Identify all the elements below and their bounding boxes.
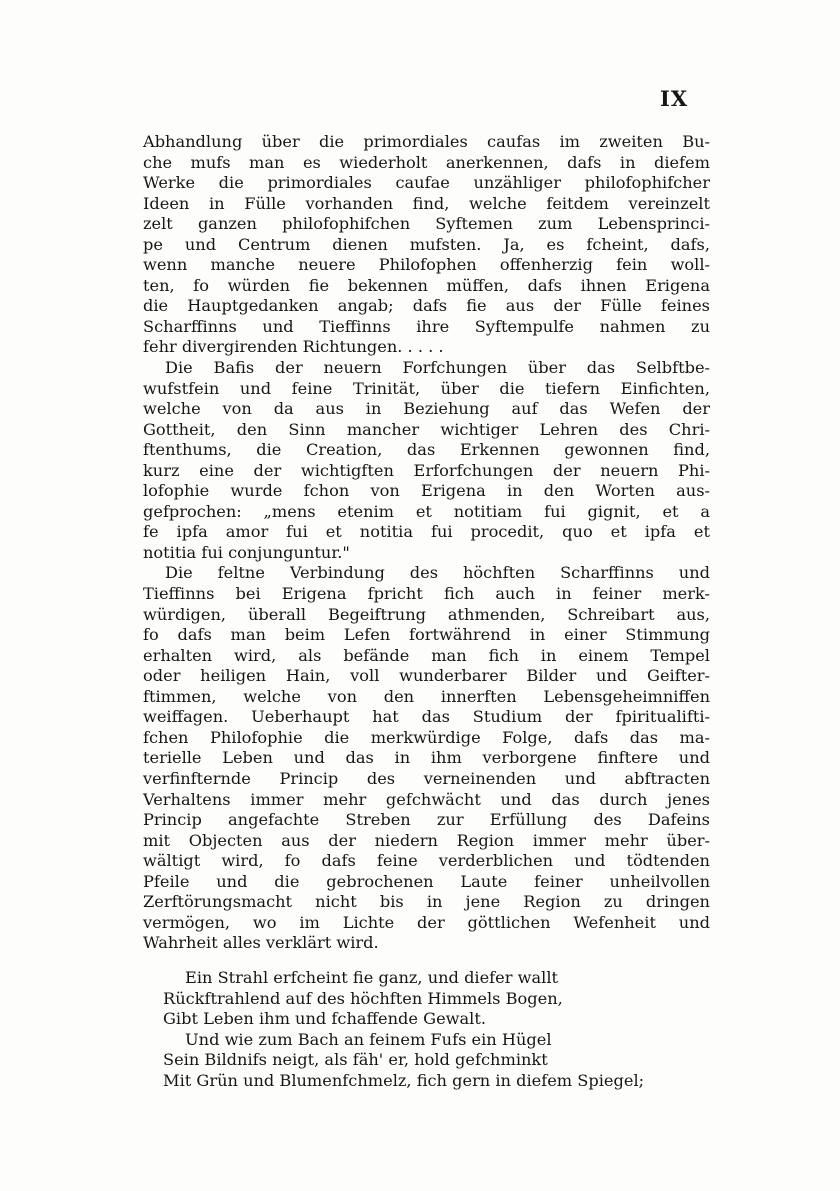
text-line: wufstfein und feine Trinität, über die tiefern Einfichten, — [143, 378, 710, 398]
text-line: lofophie wurde fchon von Erigena in den Worten aus- — [143, 481, 710, 501]
text-line: Werke die primordiales caufae unzähliger philofophifcher — [143, 173, 710, 193]
text-line: welche von da aus in Beziehung auf das Wefen der — [143, 399, 710, 419]
poem-line: Gibt Leben ihm und fchaffende Gewalt. — [163, 1009, 486, 1029]
text-line: fehr divergirenden Richtungen. . . . . — [143, 337, 444, 357]
poem-line: Sein Bildnifs neigt, als fäh' er, hold gefchminkt — [163, 1050, 548, 1070]
poem-line: Mit Grün und Blumenfchmelz, fich gern in diefem Spiegel; — [163, 1070, 645, 1090]
text-line: Tieffinns bei Erigena fpricht fich auch in feiner merk- — [143, 584, 710, 604]
poem-quotation — [163, 968, 715, 1092]
page-number: IX — [660, 86, 689, 111]
text-line: notitia fui conjunguntur." — [143, 542, 350, 562]
text-line: terielle Leben und das in ihm verborgene finftere und — [143, 748, 710, 768]
text-line: zelt ganzen philofophifchen Syftemen zum Lebensprinci- — [143, 214, 710, 234]
text-line: vermögen, wo im Lichte der göttlichen Wefenheit und — [143, 912, 710, 932]
text-line: wenn manche neuere Philofophen offenherzig fein woll- — [143, 255, 710, 275]
paragraph-start-line: Die Bafis der neuern Forfchungen über das Selbftbe- — [165, 358, 710, 378]
text-line: Verhaltens immer mehr gefchwächt und das durch jenes — [143, 789, 710, 809]
text-line: che mufs man es wiederholt anerkennen, dafs in diefem — [143, 152, 710, 172]
text-line: kurz eine der wichtigften Erforfchungen der neuern Phi- — [143, 460, 710, 480]
body-text — [143, 132, 710, 954]
text-line: Ideen in Fülle vorhanden find, welche feitdem vereinzelt — [143, 193, 710, 213]
text-line: die Hauptgedanken angab; dafs fie aus der Fülle feines — [143, 296, 710, 316]
text-line: Zerftörungsmacht nicht bis in jene Region zu dringen — [143, 892, 710, 912]
text-line: Scharffinns und Tieffinns ihre Syftempulfe nahmen zu — [143, 316, 710, 336]
text-line: pe und Centrum dienen mufsten. Ja, es fcheint, dafs, — [143, 234, 710, 254]
text-line: ftenthums, die Creation, das Erkennen gewonnen find, — [143, 440, 710, 460]
text-line: mit Objecten aus der niedern Region immer mehr über- — [143, 830, 710, 850]
text-line: Abhandlung über die primordiales caufas im zweiten Bu- — [143, 132, 710, 151]
text-line: oder heiligen Hain, voll wunderbarer Bilder und Geifter- — [143, 666, 710, 686]
text-line: wältigt wird, fo dafs feine verderblichen und tödtenden — [143, 851, 710, 871]
text-line: fchen Philofophie die merkwürdige Folge, dafs das ma- — [143, 727, 710, 747]
poem-line: Ein Strahl erfcheint fie ganz, und diefer wallt — [185, 968, 559, 987]
text-line: verfinfternde Princip des verneinenden und abftracten — [143, 768, 710, 788]
text-line: Gottheit, den Sinn mancher wichtiger Lehren des Chri- — [143, 419, 710, 439]
paragraph-start-line: Die feltne Verbindung des höchften Scharffinns und — [165, 563, 710, 583]
text-line: Wahrheit alles verklärt wird. — [143, 933, 379, 953]
text-line: Pfeile und die gebrochenen Laute feiner unheilvollen — [143, 871, 710, 891]
text-line: würdigen, überall Begeiftrung athmenden, Schreibart aus, — [143, 604, 710, 624]
text-line: Princip angefachte Streben zur Erfüllung des Dafeins — [143, 810, 710, 830]
text-line: erhalten wird, als befände man fich in einem Tempel — [143, 645, 710, 665]
text-line: fo dafs man beim Lefen fortwährend in einer Stimmung — [143, 625, 710, 645]
text-line: weiffagen. Ueberhaupt hat das Studium der fpiritualifti- — [143, 707, 710, 727]
text-line: fe ipfa amor fui et notitia fui procedit, quo et ipfa et — [143, 522, 710, 542]
text-line: gefprochen: „mens etenim et notitiam fui gignit, et a — [143, 501, 710, 521]
text-line: ten, fo würden fie bekennen müffen, dafs ihnen Erigena — [143, 275, 710, 295]
poem-line: Rückftrahlend auf des höchften Himmels Bogen, — [163, 988, 563, 1008]
poem-line: Und wie zum Bach an feinem Fufs ein Hügel — [185, 1029, 552, 1049]
text-line: ftimmen, welche von den innerften Lebensgeheimniffen — [143, 686, 710, 706]
